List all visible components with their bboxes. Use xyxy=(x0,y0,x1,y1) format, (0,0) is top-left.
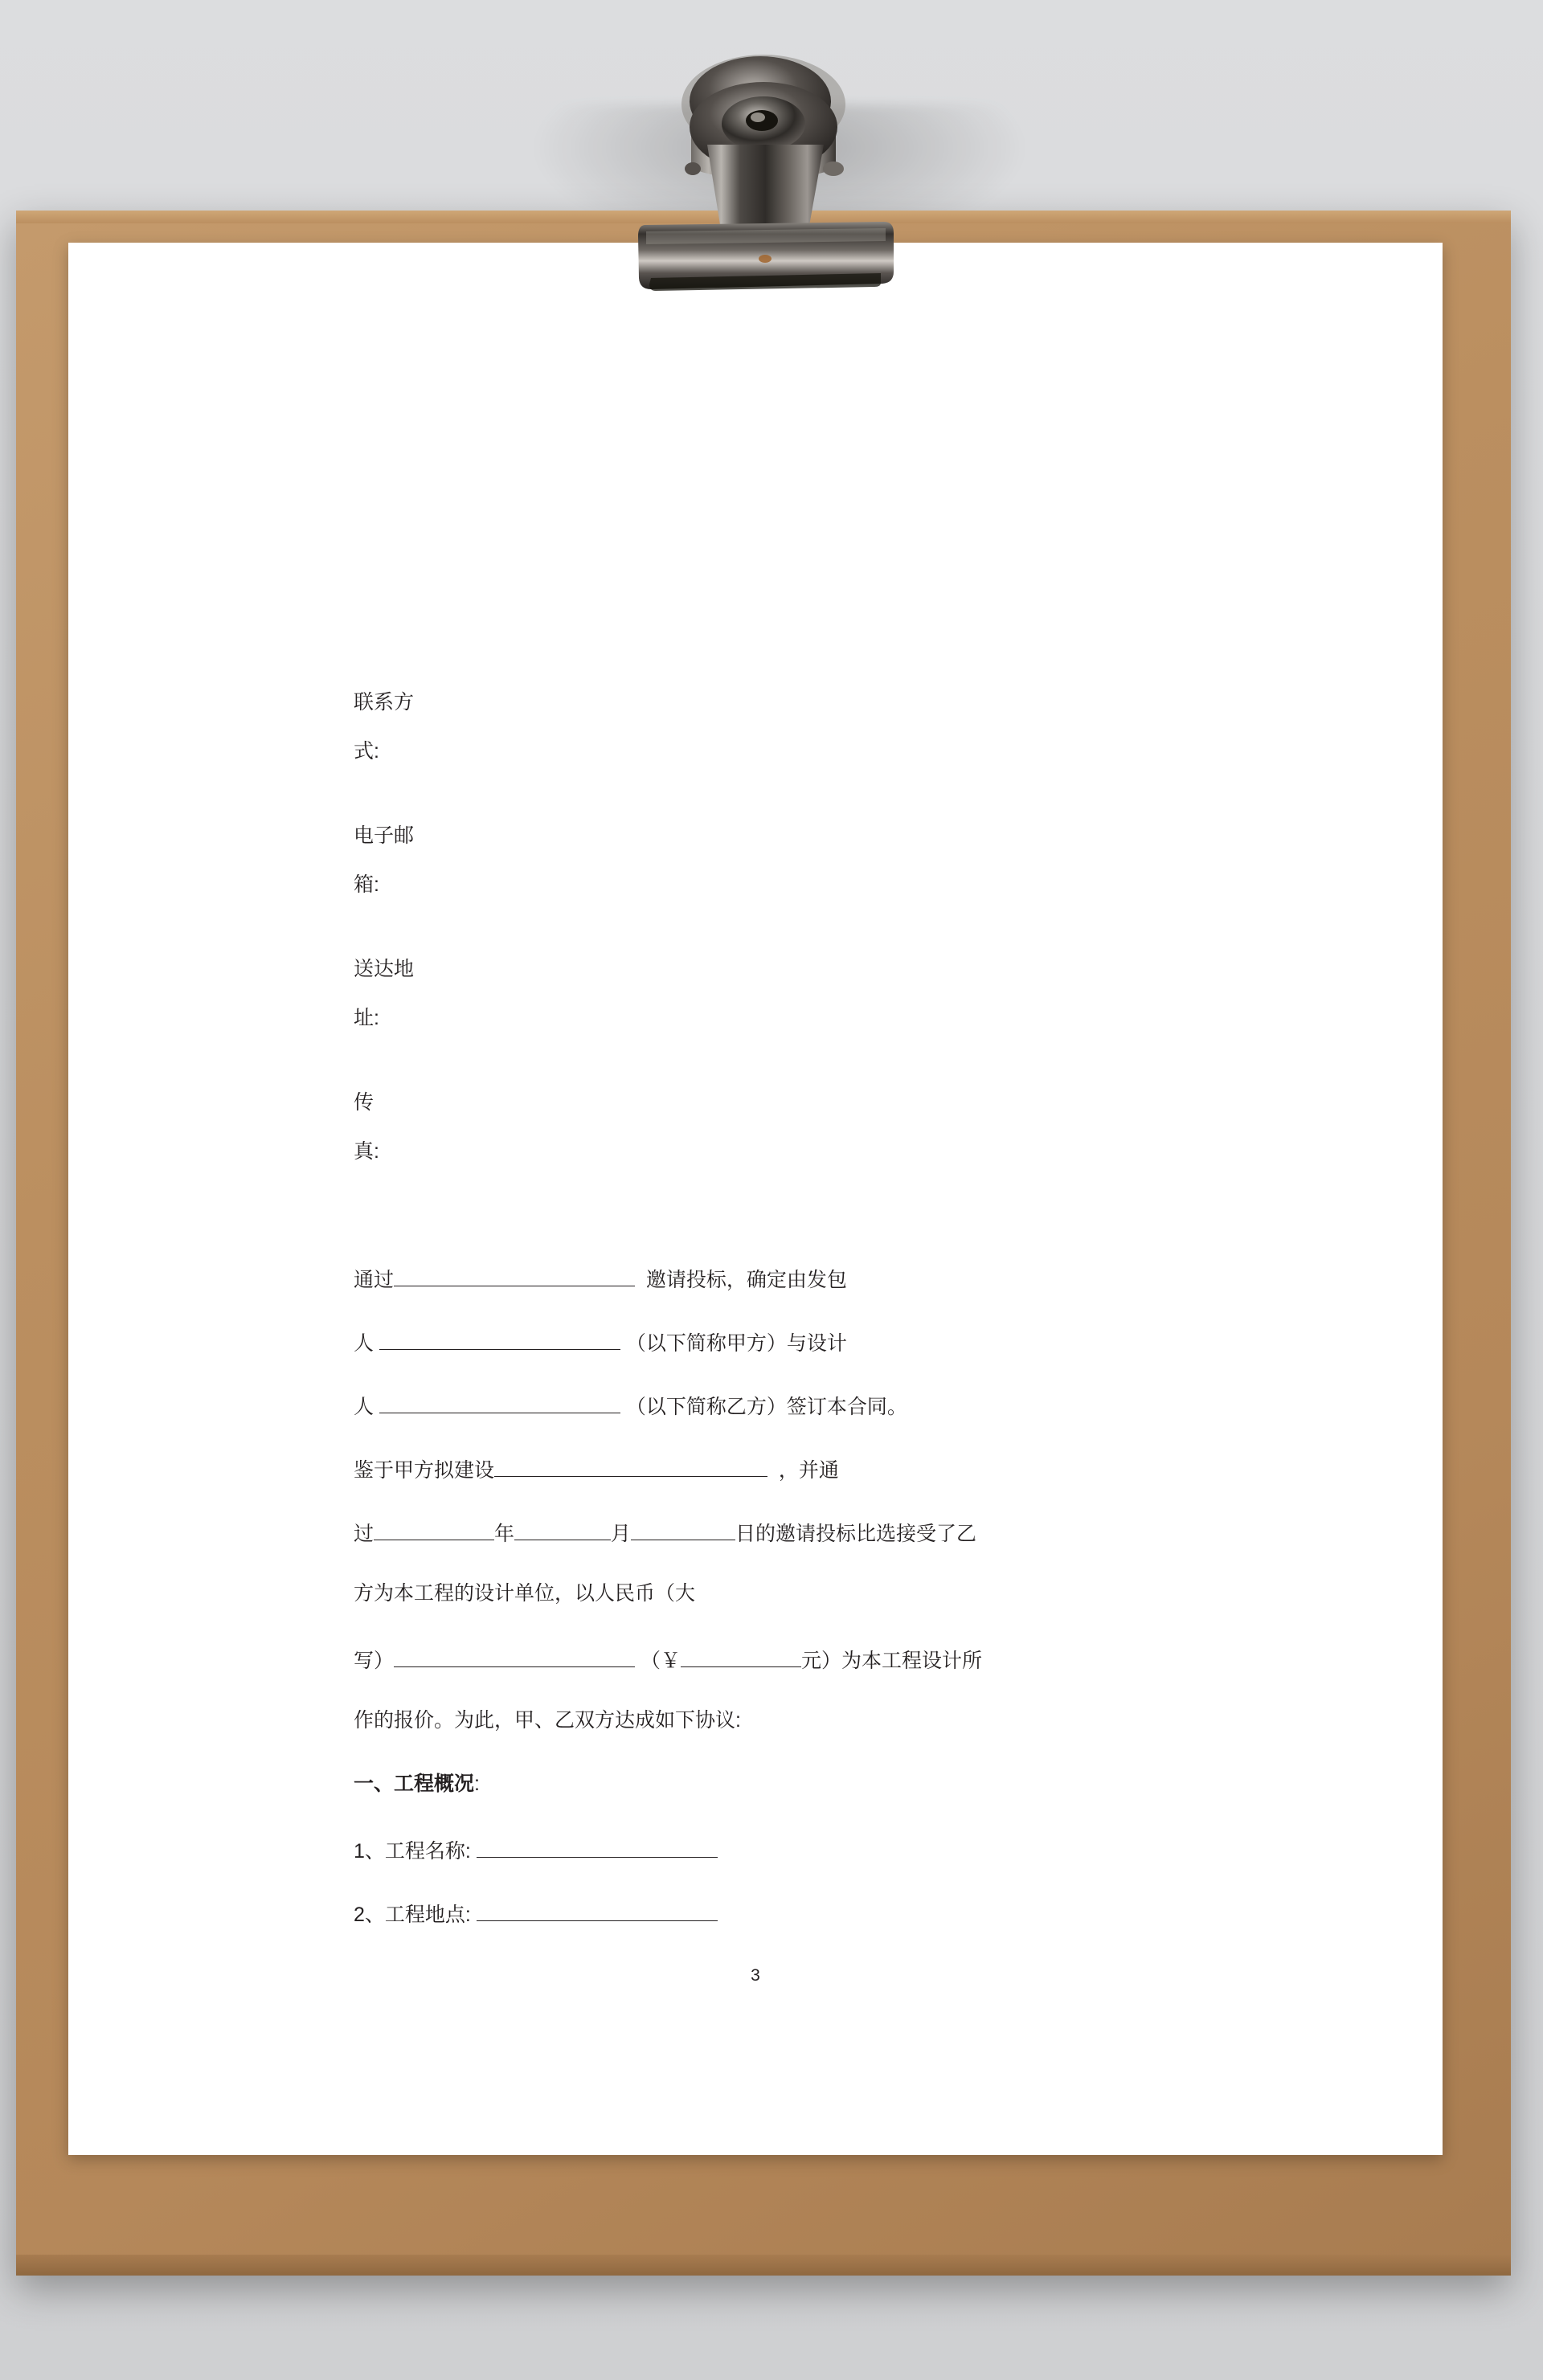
section-heading-prefix: 一、 xyxy=(354,1773,395,1795)
blank-fill-line[interactable] xyxy=(374,1520,494,1540)
paragraph-line xyxy=(354,1647,1278,1711)
paragraph-line xyxy=(354,1520,1278,1584)
text-run: 方为本工程的设计单位，以人民币（大 xyxy=(354,1582,696,1605)
paragraph-spacer xyxy=(354,1226,1278,1266)
text-run: 2、工程地点: xyxy=(354,1903,477,1926)
text-run: 1、工程名称: xyxy=(354,1839,477,1863)
text-run: 月 xyxy=(611,1522,632,1545)
paragraph-line xyxy=(354,1393,1278,1457)
text-run: （￥ xyxy=(635,1649,681,1672)
paragraph-line xyxy=(354,1584,1278,1647)
text-run: 写） xyxy=(354,1649,395,1672)
contact-field-4 xyxy=(354,1093,1278,1191)
field-label-line2: 箱: xyxy=(354,873,379,896)
text-run: 人 xyxy=(354,1331,379,1355)
field-label-line1: 送达地 xyxy=(354,958,415,980)
text-run: 年 xyxy=(494,1522,515,1545)
text-run: 过 xyxy=(354,1522,374,1545)
document-body xyxy=(354,693,1278,1965)
field-label-line1: 电子邮 xyxy=(354,824,415,847)
blank-fill-line[interactable] xyxy=(477,1838,718,1858)
blank-fill-line[interactable] xyxy=(514,1520,611,1540)
text-run: 人 xyxy=(354,1395,379,1418)
contact-field-2 xyxy=(354,826,1278,924)
text-run: 元）为本工程设计所 xyxy=(800,1649,982,1672)
field-label-line1: 传 xyxy=(354,1091,374,1114)
section-item xyxy=(354,1901,1278,1965)
clipboard-board xyxy=(16,211,1511,2276)
blank-fill-line[interactable] xyxy=(494,1457,767,1477)
field-label-line2: 式: xyxy=(354,740,379,763)
text-run: 通过 xyxy=(354,1268,395,1291)
blank-fill-line[interactable] xyxy=(394,1266,635,1286)
board-bottom-edge xyxy=(16,2255,1511,2276)
document-page xyxy=(68,243,1443,2155)
text-run: 日的邀请投标比选接受了乙 xyxy=(735,1522,977,1545)
contact-field-3 xyxy=(354,959,1278,1057)
blank-fill-line[interactable] xyxy=(394,1647,635,1667)
section-heading-suffix: : xyxy=(474,1773,480,1795)
text-run: 作的报价。为此，甲、乙双方达成如下协议: xyxy=(354,1709,741,1732)
paragraph-line xyxy=(354,1457,1278,1520)
board-top-edge xyxy=(16,211,1511,223)
field-label-line1: 联系方 xyxy=(354,691,415,714)
blank-fill-line[interactable] xyxy=(379,1330,620,1350)
text-run: 鉴于甲方拟建设 xyxy=(354,1458,495,1482)
section-item xyxy=(354,1838,1278,1901)
page-number: 3 xyxy=(751,1966,760,1985)
paragraph-line xyxy=(354,1711,1278,1774)
paragraph-line xyxy=(354,1330,1278,1393)
blank-fill-line[interactable] xyxy=(681,1647,801,1667)
section-heading-title: 工程概况 xyxy=(394,1773,475,1795)
blank-fill-line[interactable] xyxy=(477,1901,718,1921)
section-heading xyxy=(354,1774,1278,1838)
field-label-line2: 真: xyxy=(354,1140,379,1163)
blank-fill-line[interactable] xyxy=(631,1520,735,1540)
contact-field-1 xyxy=(354,693,1278,791)
blank-fill-line[interactable] xyxy=(379,1393,620,1413)
text-run: （以下简称甲方）与设计 xyxy=(620,1331,847,1355)
text-run: （以下简称乙方）签订本合同。 xyxy=(620,1395,907,1418)
text-run: 邀请投标，确定由发包 xyxy=(635,1268,847,1291)
field-label-line2: 址: xyxy=(354,1007,379,1029)
paragraph-line xyxy=(354,1266,1278,1330)
text-run: ，并通 xyxy=(767,1458,839,1482)
